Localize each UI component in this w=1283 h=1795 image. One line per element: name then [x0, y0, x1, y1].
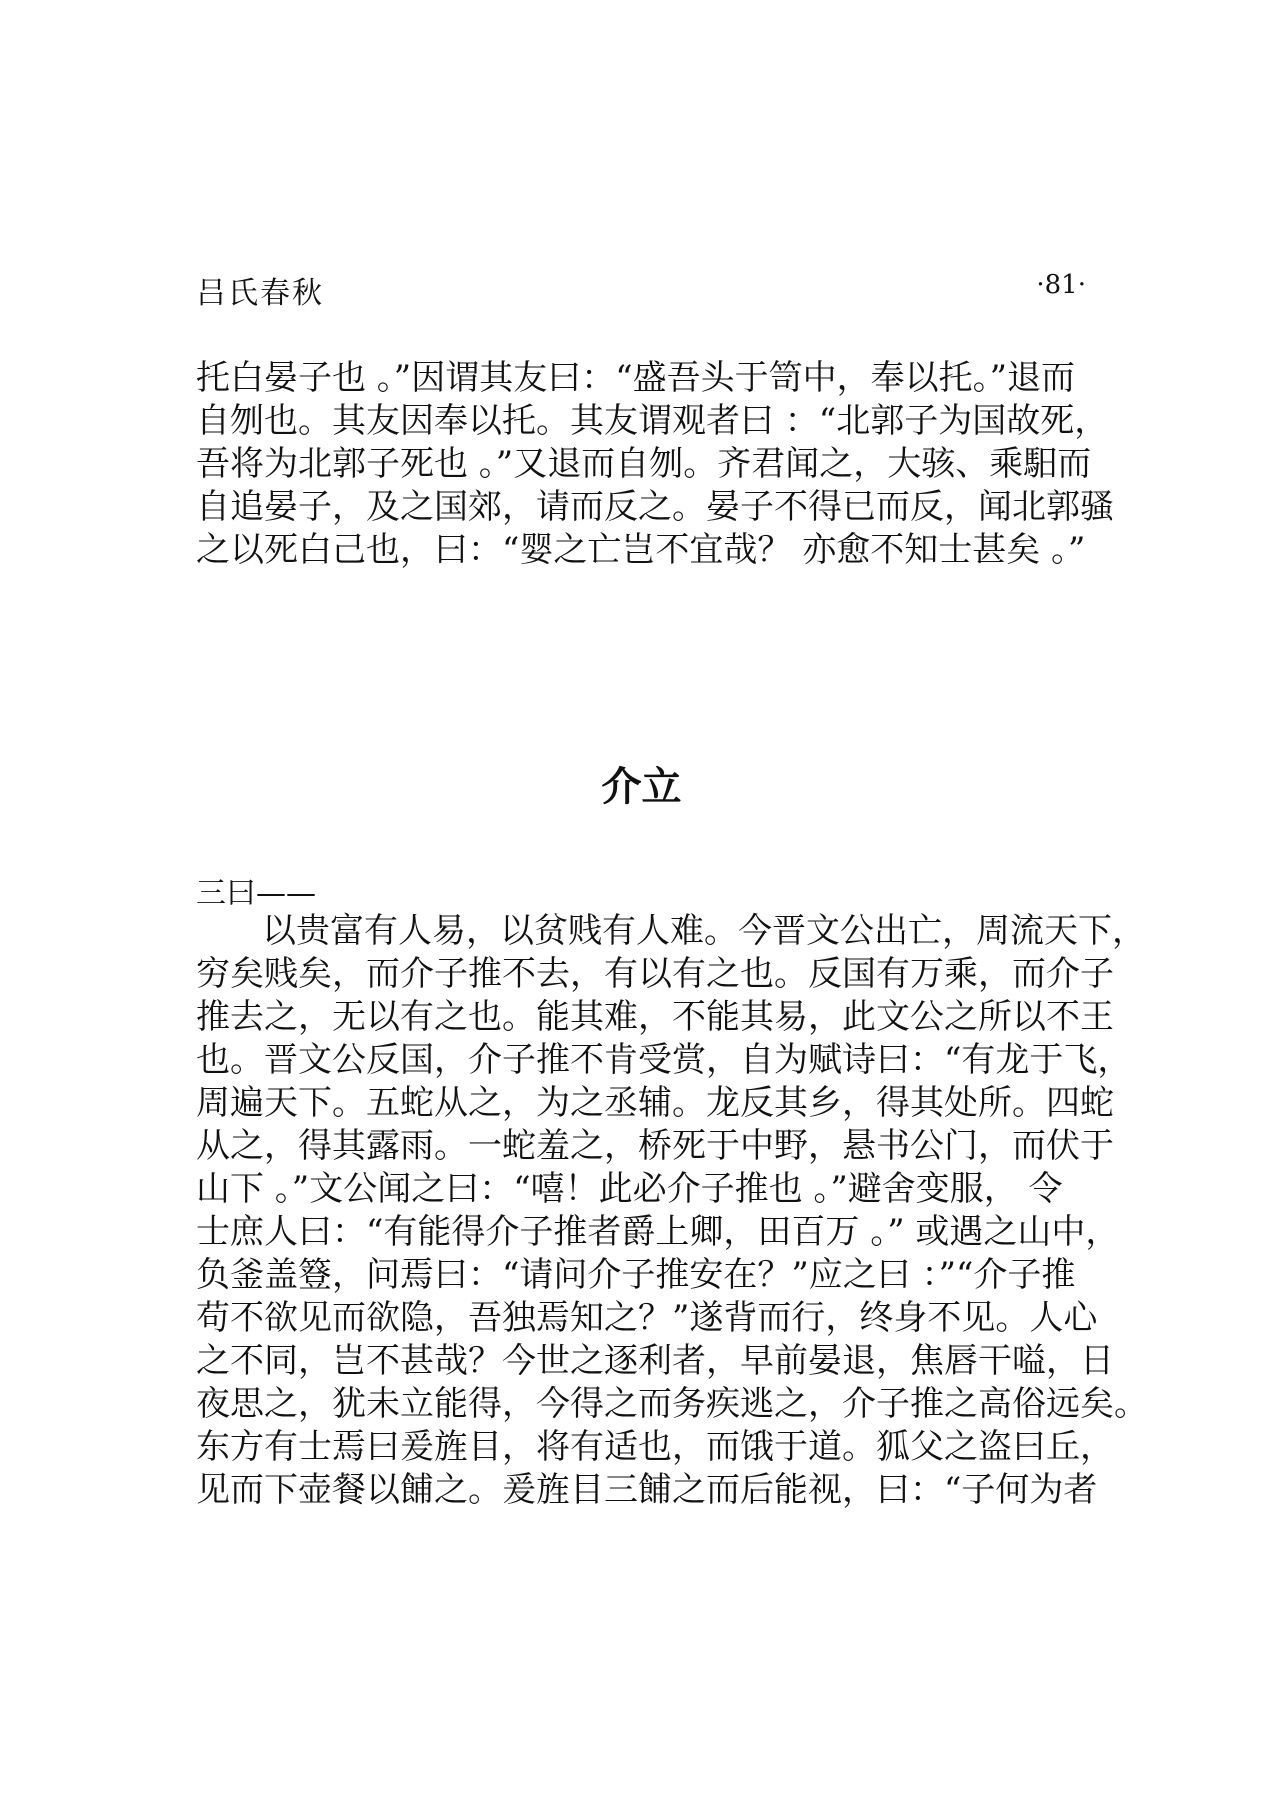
- text-line: 之以死白己也，曰：“婴之亡岂不宜哉？ 亦愈不知士甚矣 。”: [196, 530, 1086, 570]
- text-line: 推去之，无以有之也。能其难，不能其易，此文公之所以不王: [196, 997, 1114, 1037]
- text-line: 托白晏子也 。”因谓其友曰：“盛吾头于笥中，奉以托。”退而: [196, 358, 1075, 398]
- text-line: 也。晋文公反国，介子推不肯受赏，自为赋诗曰：“有龙于飞，: [196, 1040, 1132, 1080]
- text-line: 之不同，岂不甚哉？今世之逐利者，早前晏退，焦唇干嗌，日: [196, 1341, 1114, 1381]
- text-line-first: 以贵富有人易，以贫贱有人难。今晋文公出亡，周流天下，: [262, 911, 1146, 951]
- chapter-body: [196, 910, 1148, 1512]
- chapter-title: 介立: [601, 764, 682, 810]
- passage-continued: [196, 357, 1116, 572]
- text-line: 苟不欲见而欲隐，吾独焉知之？”遂背而行，终身不见。人心: [196, 1298, 1098, 1338]
- text-line: 从之，得其露雨。一蛇羞之，桥死于中野，悬书公门，而伏于: [196, 1126, 1114, 1166]
- running-header: [196, 268, 1086, 316]
- text-line: 东方有士焉曰爰旌目，将有适也，而饿于道。狐父之盗曰丘，: [196, 1427, 1114, 1467]
- text-line: 穷矣贱矣，而介子推不去，有以有之也。反国有万乘，而介子: [196, 954, 1114, 994]
- text-line: 吾将为北郭子死也 。”又退而自刎。齐君闻之，大骇、乘馹而: [196, 444, 1092, 484]
- text-line: 士庶人曰：“有能得介子推者爵上卿，田百万 。” 或遇之山中，: [196, 1212, 1120, 1252]
- text-line: 负釜盖簦，问焉曰：“请问介子推安在？”应之曰 ：”“介子推: [196, 1255, 1076, 1295]
- section-marker: 三曰——: [196, 876, 316, 911]
- text-line: 夜思之，犹未立能得，今得之而务疾逃之，介子推之高俗远矣。: [196, 1384, 1148, 1424]
- text-line: 周遍天下。五蛇从之，为之丞辅。龙反其乡，得其处所。四蛇: [196, 1083, 1114, 1123]
- text-line: 见而下壶餐以餔之。爰旌目三餔之而后能视，曰：“子何为者: [196, 1470, 1098, 1510]
- text-line: 山下 。”文公闻之曰：“嘻！此必介子推也 。”避舍变服， 令: [196, 1169, 1063, 1209]
- text-line: 自刎也。其友因奉以托。其友谓观者曰 ：“北郭子为国故死，: [196, 401, 1109, 441]
- page-number: ·81·: [1036, 270, 1086, 300]
- book-title: 吕氏春秋: [196, 276, 324, 311]
- text-line: 自追晏子，及之国郊，请而反之。晏子不得已而反，闻北郭骚: [196, 487, 1114, 527]
